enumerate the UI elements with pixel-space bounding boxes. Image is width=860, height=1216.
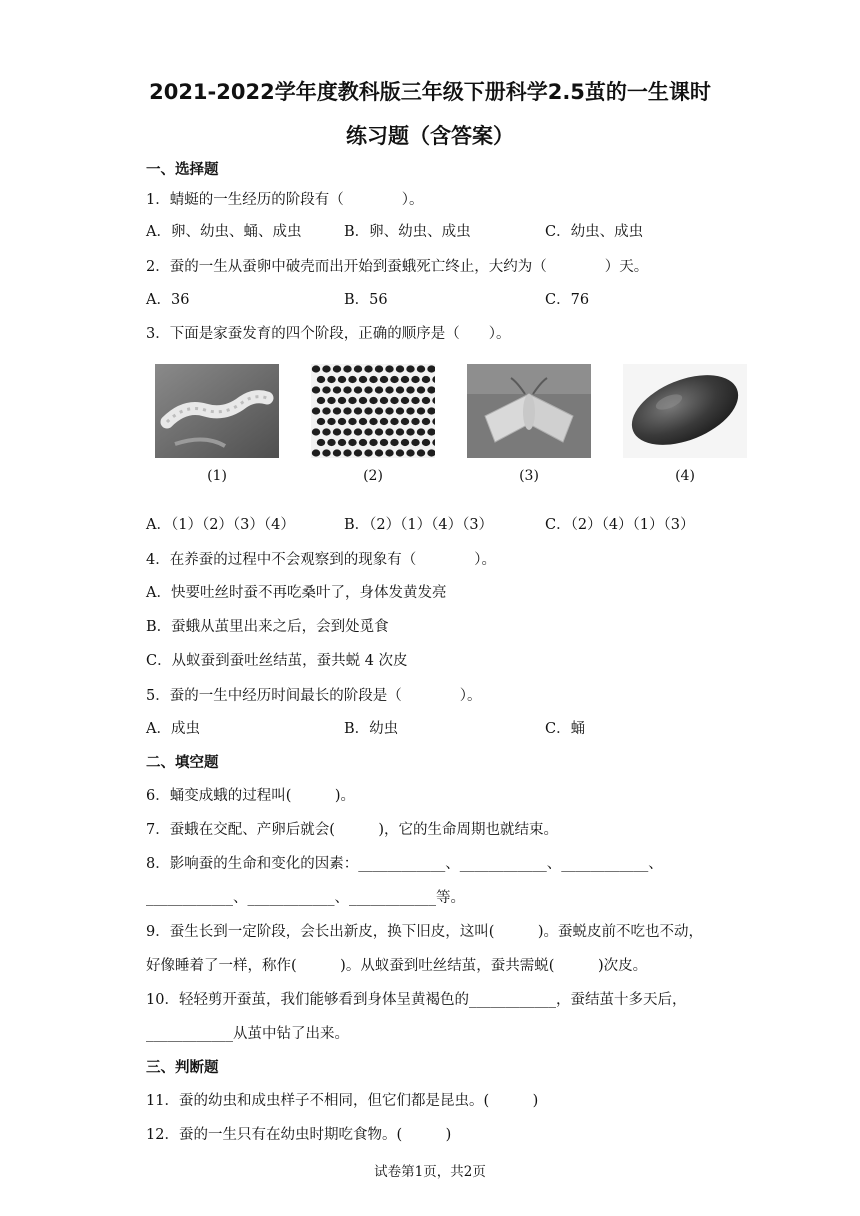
- question-12: 12．蚕的一生只有在幼虫时期吃食物。( ): [146, 1127, 452, 1143]
- moth-photo: [467, 364, 591, 458]
- section-heading-choice: 一、选择题: [146, 162, 219, 178]
- question-1-option-a: A．卵、幼虫、蛹、成虫: [146, 224, 302, 240]
- question-3-option-a: A．（1）（2）（3）（4）: [146, 517, 295, 533]
- page-title-line-1: 2021-2022学年度教科版三年级下册科学2.5茧的一生课时: [149, 80, 711, 104]
- figure-label-3: (3): [519, 468, 539, 484]
- figure-label-4: (4): [675, 468, 695, 484]
- section-heading-true-false: 三、判断题: [146, 1060, 219, 1076]
- figure-label-2: (2): [363, 468, 383, 484]
- question-10-line-1: 10．轻轻剪开蚕茧，我们能够看到身体呈黄褐色的____________，蚕结茧十多天后，: [146, 992, 687, 1008]
- question-4-stem: 4．在养蚕的过程中不会观察到的现象有（ ）。: [146, 552, 496, 568]
- question-3-option-b: B．（2）（1）（4）（3）: [344, 517, 494, 533]
- silkworm-stage-figures: [155, 364, 755, 490]
- cocoon-photo: [623, 364, 747, 458]
- question-1-stem: 1．蜻蜓的一生经历的阶段有（ ）。: [146, 192, 424, 208]
- page-footer: 试卷第1页，共2页: [374, 1164, 486, 1180]
- question-3-option-c: C．（2）（4）（1）（3）: [545, 517, 695, 533]
- figure-label-1: (1): [207, 468, 227, 484]
- question-3-stem: 3．下面是家蚕发育的四个阶段，正确的顺序是（ ）。: [146, 326, 511, 342]
- question-9-line-1: 9．蚕生长到一定阶段，会长出新皮，换下旧皮，这叫( )。蚕蜕皮前不吃也不动，: [146, 924, 704, 940]
- question-5-stem: 5．蚕的一生中经历时间最长的阶段是（ ）。: [146, 688, 482, 704]
- question-11: 11．蚕的幼虫和成虫样子不相同，但它们都是昆虫。( ): [146, 1093, 539, 1109]
- question-7: 7．蚕蛾在交配、产卵后就会( )，它的生命周期也就结束。: [146, 822, 559, 838]
- question-1-option-c: C．幼虫、成虫: [545, 224, 644, 240]
- question-6: 6．蛹变成蛾的过程叫( )。: [146, 788, 356, 804]
- question-5-option-a: A．成虫: [146, 721, 200, 737]
- question-4-option-a: A．快要吐丝时蚕不再吃桑叶了，身体发黄发亮: [146, 585, 447, 601]
- question-8-line-2: ____________、____________、____________等。: [146, 890, 465, 906]
- question-1-option-b: B．卵、幼虫、成虫: [344, 224, 471, 240]
- section-heading-fill-in: 二、填空题: [146, 755, 219, 771]
- eggs-photo: [311, 364, 435, 458]
- question-8-line-1: 8．影响蚕的生命和变化的因素：____________、____________、____________、: [146, 856, 663, 872]
- question-9-line-2: 好像睡着了一样，称作( )。从蚁蚕到吐丝结茧，蚕共需蜕( )次皮。: [146, 958, 648, 974]
- question-4-option-c: C．从蚁蚕到蚕吐丝结茧，蚕共蜕 4 次皮: [146, 653, 408, 669]
- question-4-option-b: B．蚕蛾从茧里出来之后，会到处觅食: [146, 619, 389, 635]
- question-2-option-b: B．56: [344, 292, 388, 308]
- question-10-line-2: ____________从茧中钻了出来。: [146, 1026, 349, 1042]
- question-5-option-c: C．蛹: [545, 721, 586, 737]
- page-title-line-2: 练习题（含答案）: [346, 124, 514, 148]
- larva-photo: [155, 364, 279, 458]
- question-2-option-a: A．36: [146, 292, 190, 308]
- question-2-option-c: C．76: [545, 292, 590, 308]
- question-2-stem: 2．蚕的一生从蚕卵中破壳而出开始到蚕蛾死亡终止，大约为（ ）天。: [146, 259, 649, 275]
- question-5-option-b: B．幼虫: [344, 721, 399, 737]
